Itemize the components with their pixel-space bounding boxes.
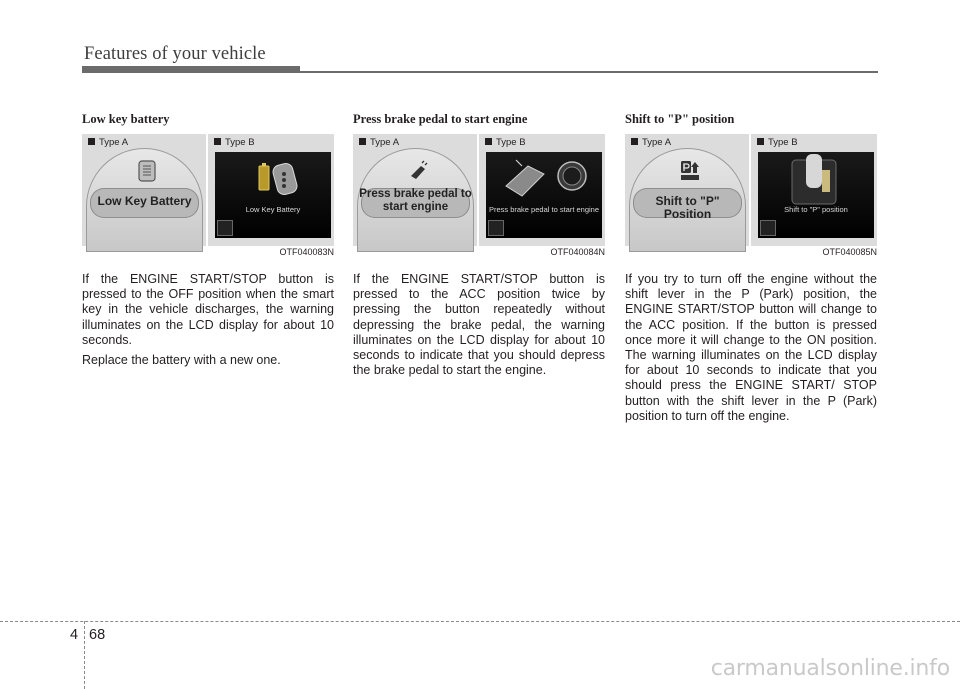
brake-pedal-icon	[407, 160, 429, 182]
lcd-corner-icon	[217, 220, 233, 236]
section-press-brake-pedal	[353, 112, 605, 378]
figure-code: OTF040084N	[550, 247, 605, 257]
lcd-b-message: Shift to "P" position	[784, 205, 848, 214]
warning-figure	[625, 134, 877, 258]
lcd-display-type-b	[486, 152, 602, 238]
header-rule-thick	[82, 66, 300, 73]
lcd-a-message: Low Key Battery	[97, 194, 192, 208]
smart-key-icon	[136, 160, 158, 182]
type-b-label	[485, 137, 526, 148]
page-number: 68	[89, 627, 106, 643]
lcd-corner-icon	[488, 220, 504, 236]
type-b-text: Type B	[768, 137, 798, 148]
lcd-display-type-b	[215, 152, 331, 238]
figure-code: OTF040083N	[279, 247, 334, 257]
brake-pedal-start-button-icon	[486, 152, 602, 212]
lcd-corner-icon	[760, 220, 776, 236]
warning-figure	[353, 134, 605, 258]
lcd-b-message: Low Key Battery	[245, 205, 301, 214]
section-heading: Shift to "P" position	[625, 112, 735, 126]
figure-divider	[206, 134, 208, 246]
footer-rule	[0, 621, 960, 622]
park-shift-icon	[679, 160, 701, 182]
type-a-text: Type A	[370, 137, 400, 148]
lcd-a-message: Press brake pedal to start engine	[359, 188, 472, 213]
figure-divider	[749, 134, 751, 246]
lcd-a-message: Shift to "P" Position	[655, 194, 720, 221]
type-a-label	[631, 137, 671, 148]
chapter-number: 4	[70, 627, 79, 643]
bullet-square-icon	[631, 138, 638, 145]
figure-divider	[477, 134, 479, 246]
section-low-key-battery	[82, 112, 334, 368]
watermark: carmanualsonline.info	[710, 656, 950, 681]
type-a-label	[88, 137, 128, 148]
type-a-label	[359, 137, 399, 148]
bullet-square-icon	[485, 138, 492, 145]
lcd-b-message: Press brake pedal to start engine	[488, 205, 600, 214]
bullet-square-icon	[88, 138, 95, 145]
bullet-square-icon	[214, 138, 221, 145]
body-paragraph: Replace the battery with a new one.	[82, 353, 281, 368]
figure-code: OTF040085N	[822, 247, 877, 257]
warning-figure	[82, 134, 334, 258]
type-b-label	[757, 137, 798, 148]
body-paragraph: If the ENGINE START/STOP button is pressed to the ACC position twice by pressing the button repeatedly without depressing the brake pedal, the warning illuminates on the LCD display for about 10 seconds to indicate that you should depress the brake pedal to start the engine.	[353, 272, 605, 378]
key-battery-icon	[215, 152, 331, 212]
type-a-text: Type A	[99, 137, 129, 148]
type-b-label	[214, 137, 255, 148]
bullet-square-icon	[359, 138, 366, 145]
body-paragraph: If you try to turn off the engine without the shift lever in the P (Park) position, the ENGINE START/STOP button will change to the ACC position. If the button is pressed once more it will change to the ON position. The warning illuminates on the LCD display for about 10 seconds to indicate that you should press the ENGINE START/ STOP button with the shift lever in the P (Park) position to turn off the engine.	[625, 272, 877, 423]
section-shift-to-p	[625, 112, 877, 424]
section-heading: Press brake pedal to start engine	[353, 112, 528, 126]
body-paragraph: If the ENGINE START/STOP button is pressed to the OFF position when the smart key in the vehicle discharges, the warning illuminates on the LCD display for about 10 seconds.	[82, 272, 334, 347]
page-header-title: Features of your vehicle	[84, 44, 266, 64]
type-b-text: Type B	[496, 137, 526, 148]
lcd-display-type-b	[758, 152, 874, 238]
type-b-text: Type B	[225, 137, 255, 148]
shift-lever-icon	[758, 152, 874, 212]
type-a-text: Type A	[642, 137, 672, 148]
section-heading: Low key battery	[82, 112, 170, 126]
header-rule-thin	[300, 71, 878, 73]
bullet-square-icon	[757, 138, 764, 145]
footer-divider	[84, 621, 86, 689]
